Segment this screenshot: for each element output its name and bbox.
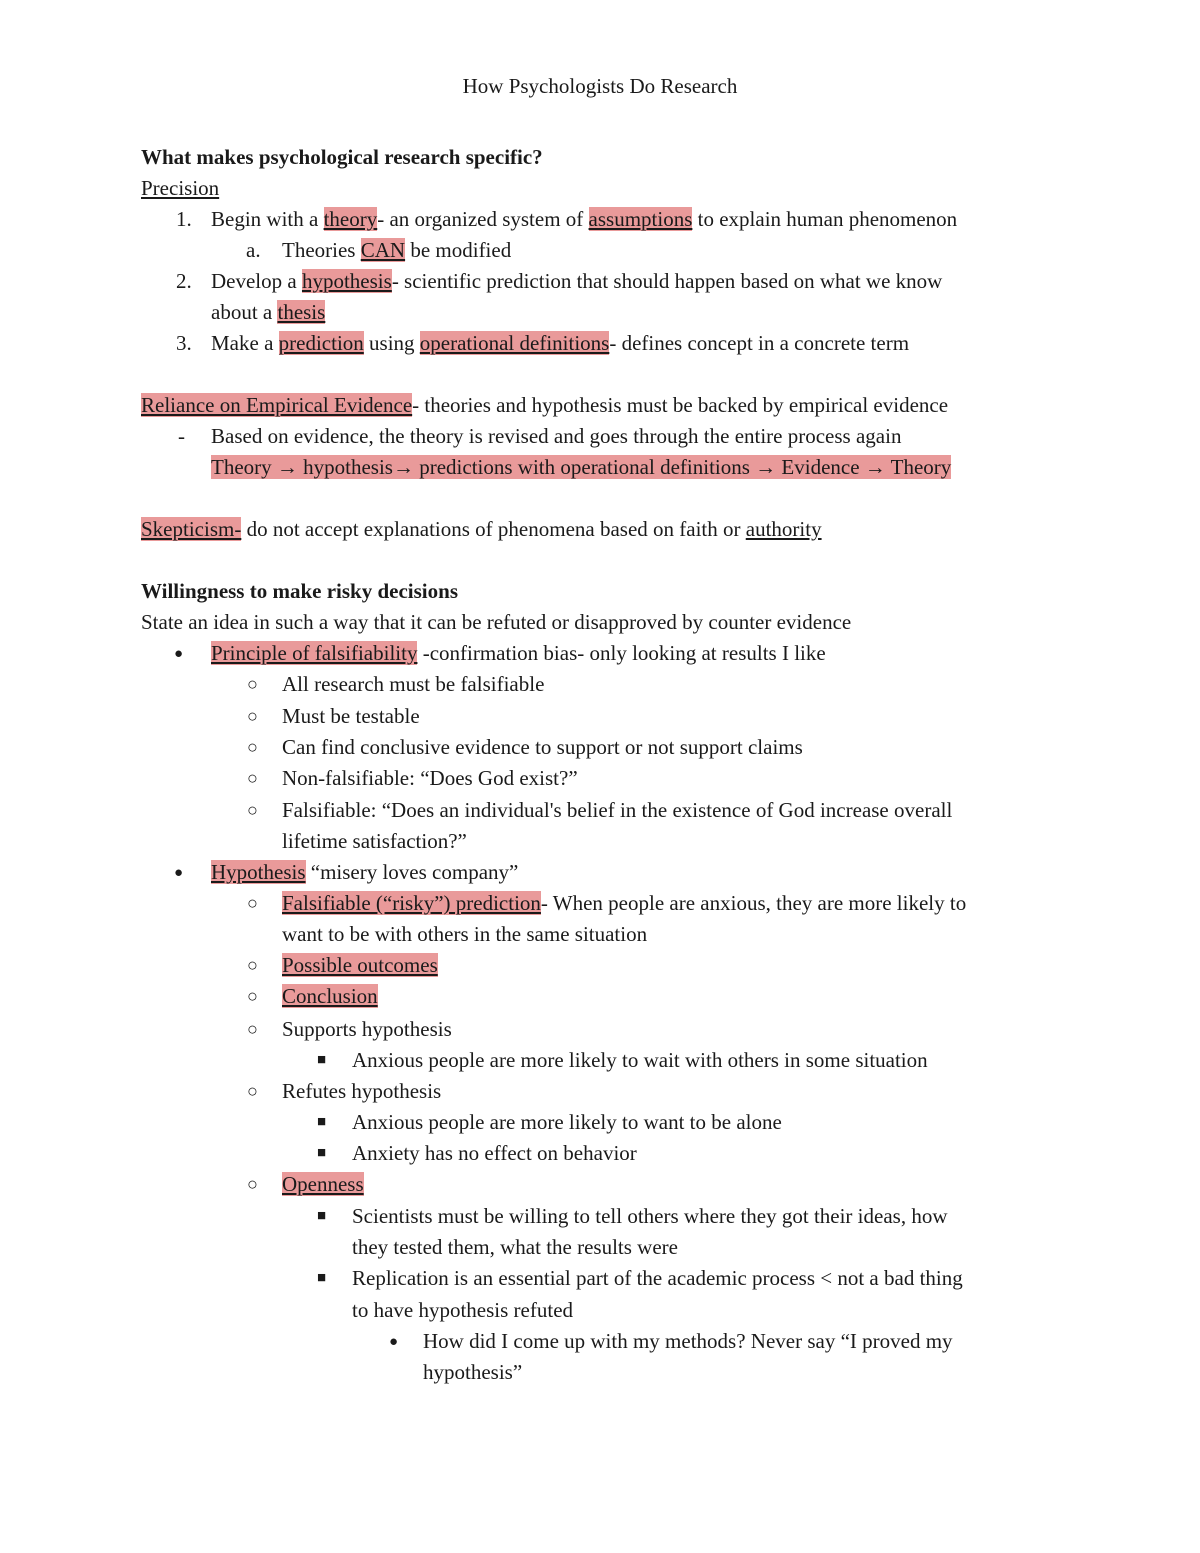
text: Develop a [211,269,302,293]
square-bullet-icon: ■ [317,1052,327,1068]
precision-label: Precision [141,176,220,200]
list-number: 3. [176,331,192,355]
text: do not accept explanations of phenomena based on faith or [241,517,746,541]
circle-bullet-icon: ○ [247,706,258,726]
highlighted-term: Conclusion [282,984,378,1008]
highlighted-term: Principle of falsifiability [211,641,418,665]
circle-bullet-icon: ○ [247,737,258,757]
circle-bullet-icon: ○ [247,986,258,1006]
list-letter: a. [246,238,261,262]
highlighted-term: operational definitions [419,331,610,355]
highlighted-term: Hypothesis [211,860,306,884]
circle-bullet-icon: ○ [247,1081,258,1101]
list-item: Must be testable [282,704,420,728]
list-item: How did I come up with my methods? Never say “I proved my [423,1329,953,1353]
text: be modified [405,238,512,262]
paragraph [141,516,822,542]
circle-bullet-icon: ○ [247,674,258,694]
list-item-continuation: lifetime satisfaction?” [282,829,467,853]
square-bullet-icon: ■ [317,1145,327,1161]
list-item: Falsifiable: “Does an individual's belief in the existence of God increase overall [282,798,953,822]
text: using [363,331,420,355]
list-item [211,206,957,232]
paragraph [141,392,948,418]
list-item-continuation [211,299,325,325]
list-item [282,1171,364,1197]
paragraph: State an idea in such a way that it can be refuted or disapproved by counter evidence [141,610,852,634]
circle-bullet-icon: ○ [247,1019,258,1039]
list-item [211,640,826,666]
list-number: 1. [176,207,192,231]
bullet-icon: ● [389,1334,399,1350]
underlined-term: authority [745,517,822,541]
list-item: Scientists must be willing to tell others where they got their ideas, how [352,1204,948,1228]
list-item [282,890,966,916]
list-item: Can find conclusive evidence to support or not support claims [282,735,803,759]
list-item: Supports hypothesis [282,1017,452,1041]
list-item: Anxious people are more likely to want to be alone [352,1110,782,1134]
highlighted-term: Reliance on Empirical Evidence [141,393,413,417]
text: to explain human phenomenon [692,207,958,231]
text: -confirmation bias- only looking at results I like [417,641,826,665]
highlighted-term: prediction [278,331,364,355]
text: Begin with a [211,207,324,231]
process-flow [211,454,951,480]
list-item [211,268,942,294]
section-heading: Willingness to make risky decisions [141,579,458,603]
list-item: Replication is an essential part of the academic process < not a bad thing [352,1266,963,1290]
highlighted-term: Skepticism- [141,517,242,541]
list-item-continuation: hypothesis” [423,1360,523,1384]
circle-bullet-icon: ○ [247,800,258,820]
highlighted-term: Openness [282,1172,364,1196]
highlighted-term: CAN [360,238,406,262]
list-item-continuation: want to be with others in the same situation [282,922,648,946]
circle-bullet-icon: ○ [247,1174,258,1194]
highlighted-term: Possible outcomes [282,953,438,977]
document-title: How Psychologists Do Research [462,74,738,98]
list-item [211,330,909,356]
text: - theories and hypothesis must be backed by empirical evidence [412,393,949,417]
bullet-icon: ● [174,865,184,881]
list-item: Based on evidence, the theory is revised and goes through the entire process again [211,424,902,448]
highlighted-term: theory [323,207,378,231]
list-item: Refutes hypothesis [282,1079,442,1103]
highlighted-term: assumptions [588,207,693,231]
section-heading: What makes psychological research specific? [141,145,543,169]
text: - an organized system of [377,207,589,231]
highlighted-term: Falsifiable (“risky”) prediction [282,891,541,915]
list-number: 2. [176,269,192,293]
list-item [211,859,518,885]
text: Make a [211,331,279,355]
list-item [282,237,511,263]
text: “misery loves company” [305,860,519,884]
text: about a [211,300,278,324]
highlighted-flow: Theory → hypothesis→ predictions with operational definitions → Evidence → Theory [211,455,952,479]
square-bullet-icon: ■ [317,1270,327,1286]
list-item: Anxiety has no effect on behavior [352,1141,637,1165]
text: - defines concept in a concrete term [609,331,910,355]
circle-bullet-icon: ○ [247,893,258,913]
square-bullet-icon: ■ [317,1114,327,1130]
highlighted-term: thesis [277,300,326,324]
text: - scientific prediction that should happen based on what we know [391,269,943,293]
circle-bullet-icon: ○ [247,955,258,975]
dash-marker: - [178,424,185,448]
text: - When people are anxious, they are more likely to [540,891,967,915]
bullet-icon: ● [174,646,184,662]
highlighted-term: hypothesis [301,269,392,293]
list-item [282,983,378,1009]
list-item [282,952,438,978]
square-bullet-icon: ■ [317,1208,327,1224]
list-item: Anxious people are more likely to wait with others in some situation [352,1048,928,1072]
circle-bullet-icon: ○ [247,768,258,788]
list-item: All research must be falsifiable [282,672,545,696]
list-item: Non-falsifiable: “Does God exist?” [282,766,578,790]
list-item-continuation: to have hypothesis refuted [352,1298,574,1322]
list-item-continuation: they tested them, what the results were [352,1235,678,1259]
text: Theories [282,238,361,262]
